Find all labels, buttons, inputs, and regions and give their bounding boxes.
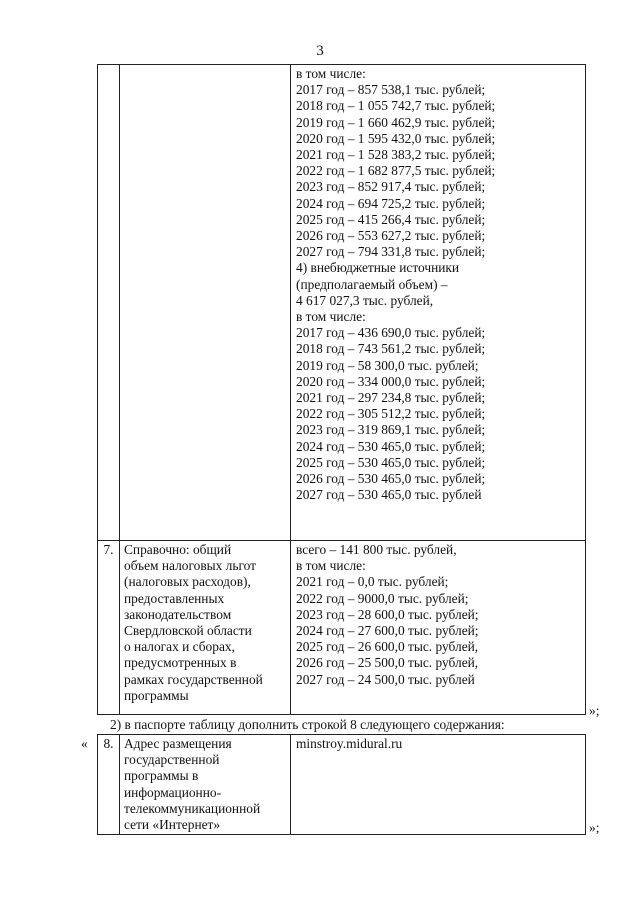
label-line: Свердловской области	[124, 623, 252, 639]
amendment-paragraph: 2) в паспорте таблицу дополнить строкой 8 следующего содержания:	[110, 717, 505, 732]
value-line: (предполагаемый объем) –	[296, 276, 448, 292]
label-line: Справочно: общий	[124, 542, 232, 557]
value-line: 2023 год – 852 917,4 тыс. рублей;	[296, 179, 486, 195]
value-line: 2023 год – 28 600,0 тыс. рублей;	[296, 606, 479, 622]
row-label-cell	[120, 65, 291, 541]
table-row-8	[98, 735, 586, 835]
label-line: программы в	[124, 768, 199, 784]
value-line: 2018 год – 1 055 742,7 тыс. рублей;	[296, 98, 496, 114]
value-line: 2025 год – 26 600,0 тыс. рублей,	[296, 639, 479, 655]
value-line: 2027 год – 24 500,0 тыс. рублей	[296, 671, 475, 687]
value-line: в том числе:	[296, 558, 366, 574]
added-row-table	[97, 734, 586, 835]
value-line: 2018 год – 743 561,2 тыс. рублей;	[296, 341, 486, 357]
value-line: 2027 год – 794 331,8 тыс. рублей;	[296, 244, 486, 260]
table-row-continued	[98, 65, 586, 541]
passport-table	[97, 64, 586, 715]
value-line: 2021 год – 297 234,8 тыс. рублей;	[296, 390, 486, 406]
opening-quote: «	[81, 736, 88, 751]
label-line: рамках государственной	[124, 671, 263, 687]
table-row-7	[98, 541, 586, 715]
value-line: 2017 год – 857 538,1 тыс. рублей;	[296, 82, 486, 98]
closing-quote: »;	[589, 820, 600, 835]
value-line: 2025 год – 415 266,4 тыс. рублей;	[296, 211, 486, 227]
value-line: 4 617 027,3 тыс. рублей,	[296, 292, 434, 308]
row-label-cell	[120, 541, 291, 715]
value-line: 2021 год – 0,0 тыс. рублей;	[296, 574, 449, 590]
value-line: 2019 год – 58 300,0 тыс. рублей;	[296, 357, 479, 373]
value-line: 4) внебюджетные источники	[296, 260, 460, 276]
value-line: 2021 год – 1 528 383,2 тыс. рублей;	[296, 147, 496, 163]
page-number: 3	[316, 43, 324, 59]
value-line: 2022 год – 305 512,2 тыс. рублей;	[296, 406, 486, 422]
label-line: информационно-	[124, 784, 222, 800]
value-line: 2027 год – 530 465,0 тыс. рублей	[296, 487, 482, 503]
value-line: 2026 год – 553 627,2 тыс. рублей;	[296, 228, 486, 244]
label-line: объем налоговых льгот	[124, 558, 257, 574]
value-line: 2020 год – 1 595 432,0 тыс. рублей;	[296, 130, 496, 146]
value-line: 2023 год – 319 869,1 тыс. рублей;	[296, 422, 486, 438]
closing-quote: »;	[589, 703, 600, 718]
website-value-cell	[291, 735, 586, 835]
row-number-cell	[98, 65, 120, 541]
label-line: предусмотренных в	[124, 655, 237, 671]
value-line: 2024 год – 694 725,2 тыс. рублей;	[296, 195, 486, 211]
label-line: государственной	[124, 752, 220, 768]
label-line: предоставленных	[124, 590, 225, 606]
value-line: 2017 год – 436 690,0 тыс. рублей;	[296, 325, 486, 341]
label-line: сети «Интернет»	[124, 817, 221, 833]
row-number-cell: 7.	[98, 541, 120, 715]
value-line: 2025 год – 530 465,0 тыс. рублей;	[296, 454, 486, 470]
value-line: 2022 год – 1 682 877,5 тыс. рублей;	[296, 163, 496, 179]
website-address: minstroy.midural.ru	[296, 736, 403, 751]
label-line: телекоммуникационной	[124, 800, 261, 816]
label-line: (налоговых расходов),	[124, 574, 251, 590]
label-line: законодательством	[124, 606, 232, 622]
value-line: в том числе:	[296, 66, 366, 81]
value-line: в том числе:	[296, 309, 366, 325]
tax-benefits-value-cell	[291, 541, 586, 715]
value-line: 2022 год – 9000,0 тыс. рублей;	[296, 590, 469, 606]
value-line: 2024 год – 27 600,0 тыс. рублей;	[296, 623, 479, 639]
value-line: 2026 год – 25 500,0 тыс. рублей,	[296, 655, 479, 671]
label-line: о налогах и сборах,	[124, 639, 235, 655]
value-line: 2026 год – 530 465,0 тыс. рублей;	[296, 471, 486, 487]
financing-value-cell	[291, 65, 586, 541]
row-label-cell	[120, 735, 291, 835]
value-line: всего – 141 800 тыс. рублей,	[296, 542, 457, 557]
value-line: 2020 год – 334 000,0 тыс. рублей;	[296, 373, 486, 389]
value-line: 2024 год – 530 465,0 тыс. рублей;	[296, 438, 486, 454]
value-line: 2019 год – 1 660 462,9 тыс. рублей;	[296, 114, 496, 130]
label-line: Адрес размещения	[124, 736, 232, 751]
row-number-cell: 8.	[98, 735, 120, 835]
label-line: программы	[124, 687, 189, 703]
